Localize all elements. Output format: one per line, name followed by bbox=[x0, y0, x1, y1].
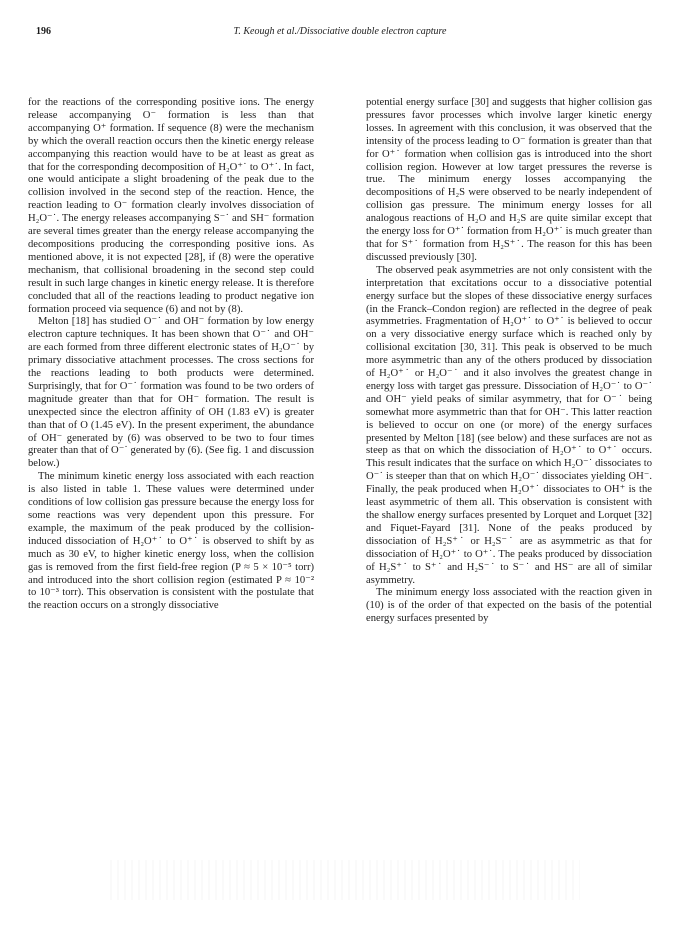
left-column bbox=[28, 97, 314, 613]
right-column bbox=[366, 97, 652, 626]
page-header bbox=[36, 24, 644, 40]
page-number: 196 bbox=[36, 26, 51, 37]
paragraph: The observed peak asymmetries are not only consistent with the interpretation that excitations occur to a dissociative potential energy surface but the slopes of these dissociative energy surfaces (in the Franck–Condon region) are reflected in the degree of peak asymmetries. Fragmentation of H₂O⁺˙ to O⁺˙ is believed to occur on a very dissociative energy surface which is reached only by collisional excitation [30, 31]. This peak is observed to be much more asymmetric than any of the others produced by dissociation of H₂O⁺˙ or H₂O⁻˙ and it also involves the greatest change in energy loss with target gas pressure. Dissociation of H₂O⁻˙ to O⁻˙ and OH⁻ yield peaks of similar asymmetry, that for O⁻˙ being somewhat more asymmetric than that for OH⁻. This latter reaction is believed to occur on one (or more) of the energy surfaces presented by Melton [18] (see below) and these surfaces are not as steep as that on which the dissociation of H₂O⁺˙ to O⁺˙ occurs. This result indicates that the surface on which H₂O⁻˙ dissociates to O⁻˙ is steeper than that on which H₂O⁻˙ dissociates yielding OH⁻. Finally, the peak produced when H₂O⁺˙ dissociates to OH⁺ is the least asymmetric of them all. This observation is consistent with the shallow energy surfaces presented by Lorquet and Lorquet [32] and Fiquet-Fayard [31]. None of the peaks produced by dissociation of H₂S⁺˙ or H₂S⁻˙ are as asymmetric as that for dissociation of H₂O⁺˙ to O⁺˙. The peaks produced by dissociation of H₂S⁺˙ to S⁺˙ and H₂S⁻˙ to S⁻˙ and HS⁻ are all of similar asymmetry. bbox=[366, 264, 652, 586]
paragraph: The minimum kinetic energy loss associated with each reaction is also listed in table 1. These values were determined under conditions of low collision gas pressure because the energy loss for some reactions was very dependent upon this pressure. For example, the maximum of the peak produced by the collision-induced dissociation of H₂O⁺˙ to O⁺˙ is observed to shift by as much as 30 eV, to higher kinetic energy loss, when the collision gas is removed from the first field-free region (P ≈ 5 × 10⁻⁵ torr) and introduced into the short collision region (estimated P ≈ 10⁻² to 10⁻³ torr). This observation is consistent with the postulate that the reaction occurs on a strongly dissociative bbox=[28, 471, 314, 612]
paragraph: The minimum energy loss associated with the reaction given in (10) is of the order of that expected on the basis of the potential energy surfaces presented by bbox=[366, 587, 652, 625]
paragraph: for the reactions of the corresponding positive ions. The energy release accompanying O⁻ formation is less than that accompanying O⁺ formation. If sequence (8) were the mechanism by which the overall reaction occurs then the kinetic energy release accompanying this reaction would have to be at least as great as that for the corresponding decomposition of H₂O⁺˙ to O⁺˙. In fact, one would anticipate a slight broadening of the peak due to the collision involved in the second step of the reaction. Hence, the reaction leading to O⁻ formation clearly involves dissociation of H₂O⁻˙. The energy releases accompanying S⁻˙ and SH⁻ formation are several times greater than the energy release accompanying the decompositions producing the corresponding positive ions. As mentioned above, it is not expected [28], if (8) were the operative mechanism, that collisional broadening in the second step could result in such large changes in kinetic energy release. It is therefore concluded that all of the reactions leading to product negative ion formation proceed via sequence (6) and not by (8). bbox=[28, 97, 314, 315]
paragraph: Melton [18] has studied O⁻˙ and OH⁻ formation by low energy electron capture techniques. It has been shown that O⁻˙ and OH⁻ are each formed from three different electronic states of H₂O⁻˙ by primary dissociative attachment processes. The cross sections for the reactions leading to both products were determined. Surprisingly, that for O⁻˙ formation was found to be two orders of magnitude greater than that for OH⁻ formation. The result is unexpected since the electron affinity of OH (1.83 eV) is greater than that of O (1.45 eV). In the present experiment, the abundance of OH⁻ generated by (6) was observed to be two to four times greater than that of O⁻˙ generated by (6). (See fig. 1 and discussion below.) bbox=[28, 316, 314, 470]
paragraph: potential energy surface [30] and suggests that higher collision gas pressures favor processes which involve larger kinetic energy losses. In agreement with this conclusion, it was observed that the intensity of the process leading to O⁻ formation is greater than that for O⁺˙ formation when collision gas is introduced into the short collision region. However at low target pressures the reverse is true. The minimum energy losses accompanying the decompositions of H₂S were observed to be nearly independent of collision gas pressure. The minimum energy losses for all analogous reactions of H₂O and H₂S are quite similar except that the energy loss for O⁺˙ formation from H₂O⁺˙ is much greater than that for S⁺˙ formation from H₂S⁺˙. The reason for this has been discussed previously [30]. bbox=[366, 97, 652, 263]
scan-noise bbox=[110, 860, 580, 900]
running-head: T. Keough et al./Dissociative double electron capture bbox=[233, 26, 447, 37]
